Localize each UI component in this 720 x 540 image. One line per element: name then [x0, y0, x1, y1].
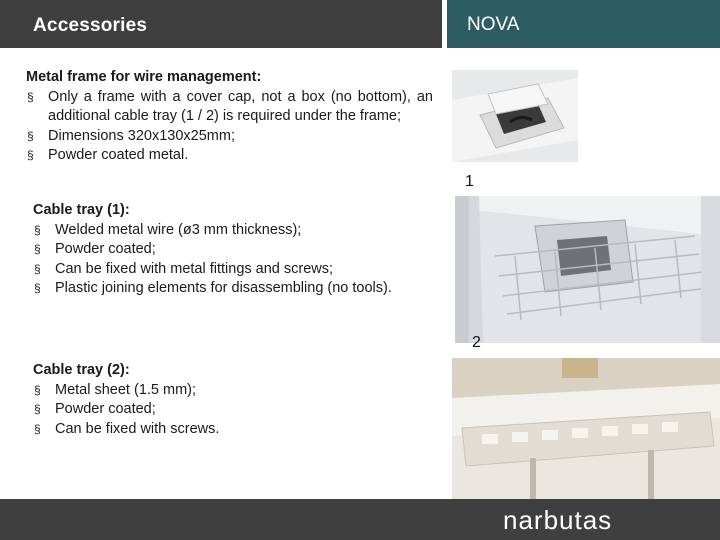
frame-section	[26, 68, 433, 166]
list-item: § Welded metal wire (ø3 mm thickness);	[33, 221, 398, 241]
frame-list	[26, 88, 433, 166]
header-bar	[0, 0, 442, 48]
page-title: Accessories	[33, 15, 148, 36]
list-item: § Powder coated;	[33, 240, 398, 260]
list-item: § Can be fixed with screws.	[33, 420, 398, 440]
wire-tray-photo	[455, 196, 720, 343]
list-item: § Can be fixed with metal fittings and screws;	[33, 260, 398, 280]
tray2-list	[33, 381, 398, 440]
brand-bar	[447, 0, 720, 48]
tray1-section	[33, 201, 398, 299]
photo-label-2: 2	[472, 334, 481, 351]
list-item: § Only a frame with a cover cap, not a box (no bottom), an additional cable tray (1 / 2) is required under the frame;	[26, 88, 433, 127]
footer-bar	[0, 499, 720, 540]
frame-photo	[452, 70, 578, 162]
list-item: § Dimensions 320x130x25mm;	[26, 127, 433, 147]
list-item: § Metal sheet (1.5 mm);	[33, 381, 398, 401]
tray2-heading: Cable tray (2):	[33, 362, 130, 378]
narbutas-logo: narbutas	[503, 505, 613, 535]
tray2-section	[33, 361, 398, 439]
list-item: § Powder coated metal.	[26, 146, 433, 166]
sheet-tray-photo	[452, 358, 720, 500]
brand-title: NOVA	[467, 14, 520, 35]
list-item: § Plastic joining elements for disassembling (no tools).	[33, 279, 398, 299]
photo-label-1: 1	[465, 173, 474, 190]
frame-heading: Metal frame for wire management:	[26, 69, 262, 85]
list-item: § Powder coated;	[33, 400, 398, 420]
tray1-list	[33, 221, 398, 299]
tray1-heading: Cable tray (1):	[33, 202, 130, 218]
